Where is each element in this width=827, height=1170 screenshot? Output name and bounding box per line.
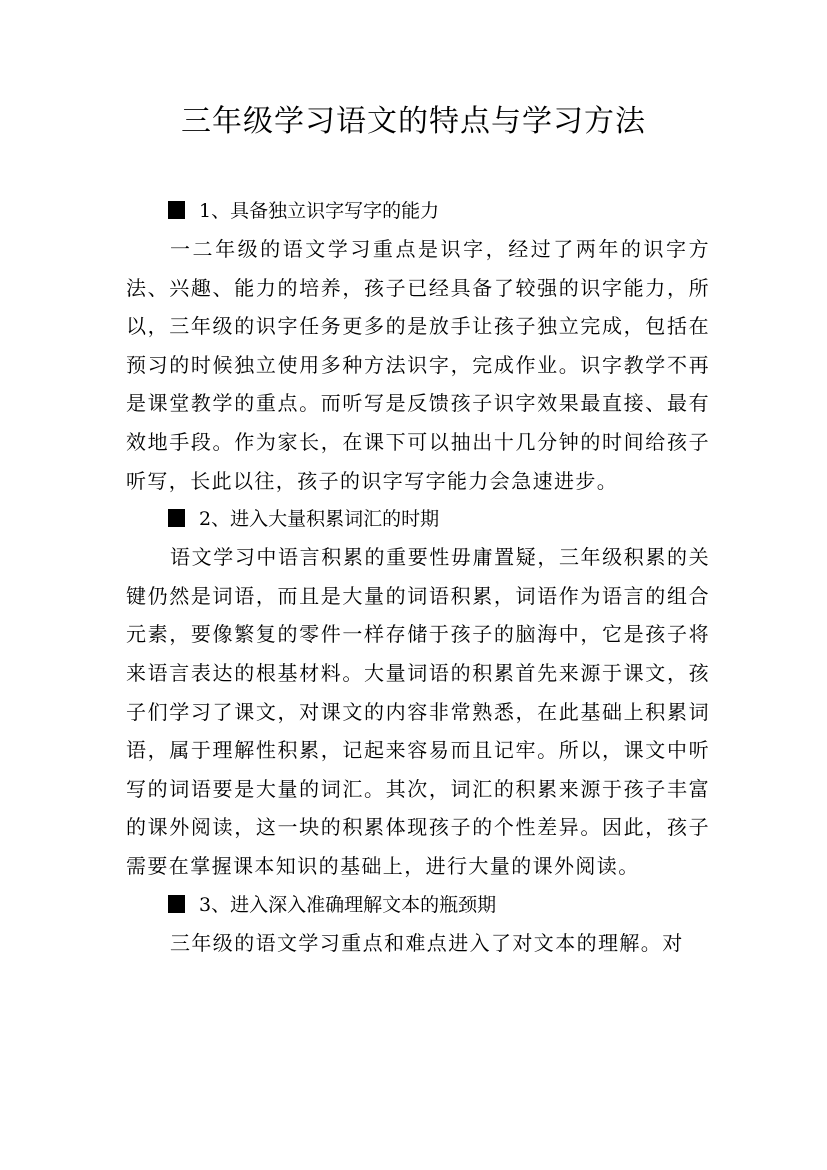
document-title: 三年级学习语文的特点与学习方法: [181, 104, 646, 139]
section-paragraph-1: 一二年级的语文学习重点是识字，经过了两年的识字方法、兴趣、能力的培养，孩子已经具备了较强的识字能力，所以，三年级的识字任务更多的是放手让孩子独立完成，包括在预习的时候独立使用多种方法识字，完成作业。识字教学不再是课堂教学的重点。而听写是反馈孩子识字效果最直接、最有效地手段。作为家长，在课下可以抽出十几分钟的时间给孩子听写，长此以往，孩子的识字写字能力会急速进步。: [126, 237, 710, 493]
square-bullet-icon: [168, 201, 185, 219]
section-heading-1: [126, 192, 710, 230]
section-paragraph-2: 语文学习中语言积累的重要性毋庸置疑，三年级积累的关键仍然是词语，而且是大量的词语积累，词语作为语言的组合元素，要像繁复的零件一样存储于孩子的脑海中，它是孩子将来语言表达的根基材料。大量词语的积累首先来源于课文，孩子们学习了课文，对课文的内容非常熟悉，在此基础上积累词语，属于理解性积累，记起来容易而且记牢。所以，课文中听写的词语要是大量的词汇。其次，词汇的积累来源于孩子丰富的课外阅读，这一块的积累体现孩子的个性差异。因此，孩子需要在掌握课本知识的基础上，进行大量的课外阅读。: [126, 545, 710, 878]
document-body: [126, 192, 710, 962]
section-paragraph-3: 三年级的语文学习重点和难点进入了对文本的理解。对: [170, 930, 684, 955]
section-heading-text: 1、具备独立识字写字的能力: [199, 200, 440, 222]
square-bullet-icon: [168, 895, 185, 913]
section-heading-3: [126, 886, 710, 924]
section-heading-text: 3、进入深入准确理解文本的瓶颈期: [199, 893, 497, 916]
square-bullet-icon: [168, 509, 185, 527]
section-heading-2: [126, 500, 710, 538]
section-heading-text: 2、进入大量积累词汇的时期: [199, 508, 440, 531]
